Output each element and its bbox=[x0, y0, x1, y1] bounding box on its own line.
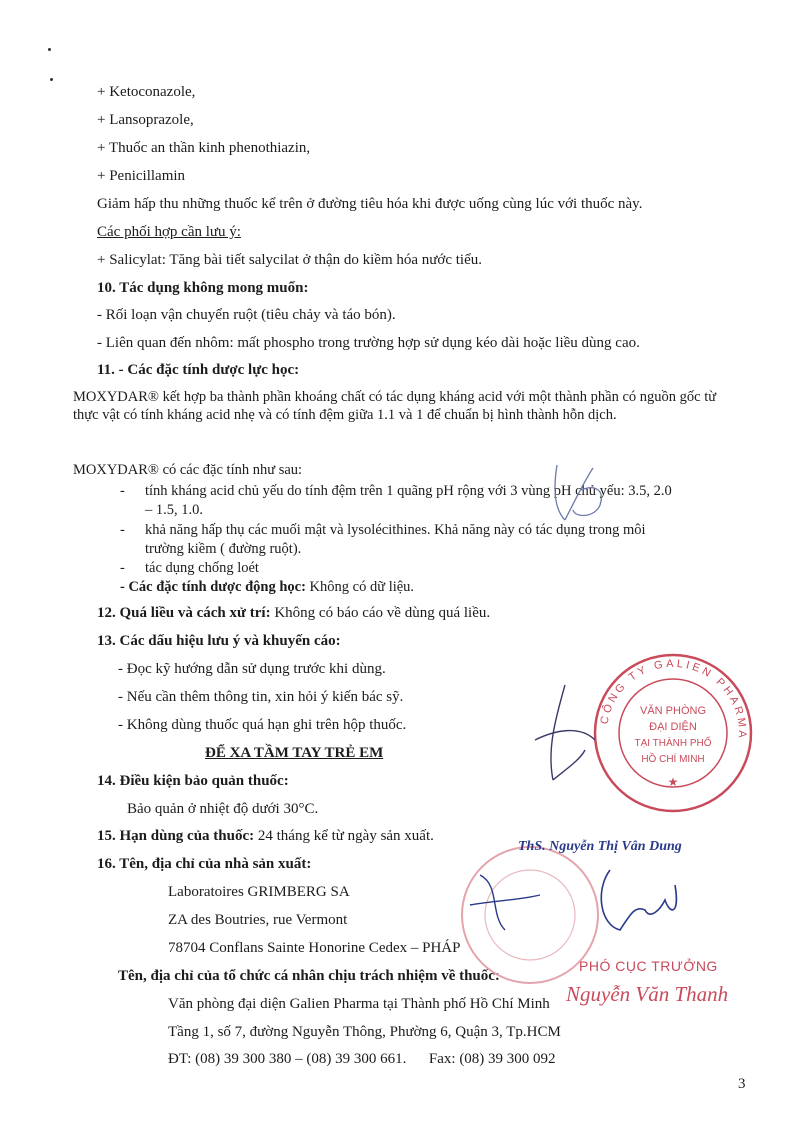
signatory-name-bottom: Nguyễn Văn Thanh bbox=[566, 982, 729, 1006]
stamp-line-4: HỒ CHÍ MINH bbox=[641, 754, 705, 765]
stamp-line-2: ĐẠI DIỆN bbox=[649, 721, 697, 733]
signature bbox=[460, 855, 700, 945]
signatory-name-top: ThS. Nguyễn Thị Vân Dung bbox=[518, 839, 682, 854]
stamp-line-3: TẠI THÀNH PHỐ bbox=[634, 738, 712, 749]
section-heading-14: 14. Điều kiện bảo quản thuốc: bbox=[97, 773, 289, 789]
side-effect-item: - Rối loạn vận chuyển ruột (tiêu chảy và táo bón). bbox=[97, 307, 396, 323]
representative-address: Tầng 1, số 7, đường Nguyễn Thông, Phường 6, Quận 3, Tp.HCM bbox=[168, 1024, 561, 1040]
section-12-value: Không có báo cáo về dùng quá liều. bbox=[274, 605, 491, 621]
section-heading-11: 11. - Các đặc tính dược lực học: bbox=[97, 362, 300, 378]
property-item-cont: – 1.5, 1.0. bbox=[145, 502, 203, 518]
pharmacokinetics-line bbox=[120, 578, 414, 596]
bullet-dash: - bbox=[120, 560, 125, 576]
section-heading-16: 16. Tên, địa chỉ của nhà sản xuất: bbox=[97, 856, 312, 872]
advice-item: - Không dùng thuốc quá hạn ghi trên hộp thuốc. bbox=[118, 717, 407, 733]
pharmacokinetics-value: Không có dữ liệu. bbox=[309, 579, 415, 595]
signature-scribble bbox=[525, 680, 605, 800]
stamp-line-1: VĂN PHÒNG bbox=[639, 705, 707, 717]
company-stamp bbox=[588, 648, 758, 818]
interaction-item: + Salicylat: Tăng bài tiết salycilat ở thận do kiềm hóa nước tiểu. bbox=[97, 252, 482, 268]
section-heading-responsible: Tên, địa chỉ của tổ chức cá nhân chịu trách nhiệm về thuốc: bbox=[118, 968, 500, 984]
pharmacodynamics-paragraph: MOXYDAR® kết hợp ba thành phần khoáng chất có tác dụng kháng acid với một thành phần có nguồn gốc từ thực vật có tính kháng acid nhẹ và có tính đệm giữa 1.1 và 1 để chuẩn bị hình thành hỗn dịch. bbox=[73, 389, 717, 423]
interaction-item: + Thuốc an thần kinh phenothiazin, bbox=[97, 140, 311, 156]
property-item: tác dụng chống loét bbox=[145, 560, 259, 576]
interaction-item: + Ketoconazole, bbox=[97, 84, 196, 100]
representative-contact: ĐT: (08) 39 300 380 – (08) 39 300 661. Fax: (08) 39 300 092 bbox=[168, 1051, 556, 1067]
side-effect-item: - Liên quan đến nhôm: mất phospho trong trường hợp sử dụng kéo dài hoặc liều dùng cao. bbox=[97, 335, 640, 351]
advice-item: - Đọc kỹ hướng dẫn sử dụng trước khi dùng. bbox=[118, 661, 386, 677]
advice-item: - Nếu cần thêm thông tin, xin hỏi ý kiến bác sỹ. bbox=[118, 689, 404, 705]
handwritten-mark bbox=[545, 460, 615, 530]
pharmacokinetics-label: - Các đặc tính dược động học: bbox=[120, 579, 306, 595]
section-12 bbox=[97, 604, 490, 622]
scan-speck bbox=[50, 78, 53, 81]
property-item: khả năng hấp thụ các muối mật và lysolécithines. Khả năng này có tác dụng trong môi bbox=[145, 522, 646, 538]
property-item: tính kháng acid chủ yếu do tính đệm trên 1 quãng pH rộng với 3 vùng pH chủ yếu: 3.5, 2.0 bbox=[145, 483, 672, 499]
manufacturer-address: ZA des Boutries, rue Vermont bbox=[168, 912, 348, 928]
section-heading-10: 10. Tác dụng không mong muốn: bbox=[97, 280, 309, 296]
section-heading-15: 15. Hạn dùng của thuốc: bbox=[97, 828, 255, 844]
interaction-note: Giảm hấp thu những thuốc kể trên ở đường tiêu hóa khi được uống cùng lúc với thuốc này. bbox=[97, 196, 643, 212]
interaction-item: + Lansoprazole, bbox=[97, 112, 194, 128]
bullet-dash: - bbox=[120, 522, 125, 538]
storage-condition: Bảo quản ở nhiệt độ dưới 30°C. bbox=[127, 801, 319, 817]
shelf-life-value: 24 tháng kể từ ngày sản xuất. bbox=[257, 828, 434, 844]
scan-speck bbox=[48, 48, 51, 51]
child-warning: ĐỂ XA TẦM TAY TRẺ EM bbox=[205, 745, 384, 761]
subheading-combinations: Các phối hợp cần lưu ý: bbox=[97, 224, 241, 240]
stamp-ring-text: CÔNG TY GALIEN PHARMA bbox=[598, 657, 749, 741]
representative-office: Văn phòng đại diện Galien Pharma tại Thành phố Hồ Chí Minh bbox=[168, 996, 550, 1012]
page-number: 3 bbox=[738, 1076, 746, 1092]
section-heading-13: 13. Các dấu hiệu lưu ý và khuyến cáo: bbox=[97, 633, 341, 649]
signatory-title: PHÓ CỤC TRƯỞNG bbox=[579, 958, 718, 974]
property-item-cont: trường kiềm ( đường ruột). bbox=[145, 541, 302, 557]
bullet-dash: - bbox=[120, 483, 125, 499]
properties-intro: MOXYDAR® có các đặc tính như sau: bbox=[73, 462, 303, 478]
interaction-item: + Penicillamin bbox=[97, 168, 186, 184]
manufacturer-name: Laboratoires GRIMBERG SA bbox=[168, 884, 350, 900]
stamp-star-icon: ★ bbox=[667, 775, 679, 789]
section-heading-12: 12. Quá liều và cách xử trí: bbox=[97, 605, 271, 621]
section-15 bbox=[97, 827, 434, 845]
manufacturer-city: 78704 Conflans Sainte Honorine Cedex – PHÁP bbox=[168, 940, 461, 956]
